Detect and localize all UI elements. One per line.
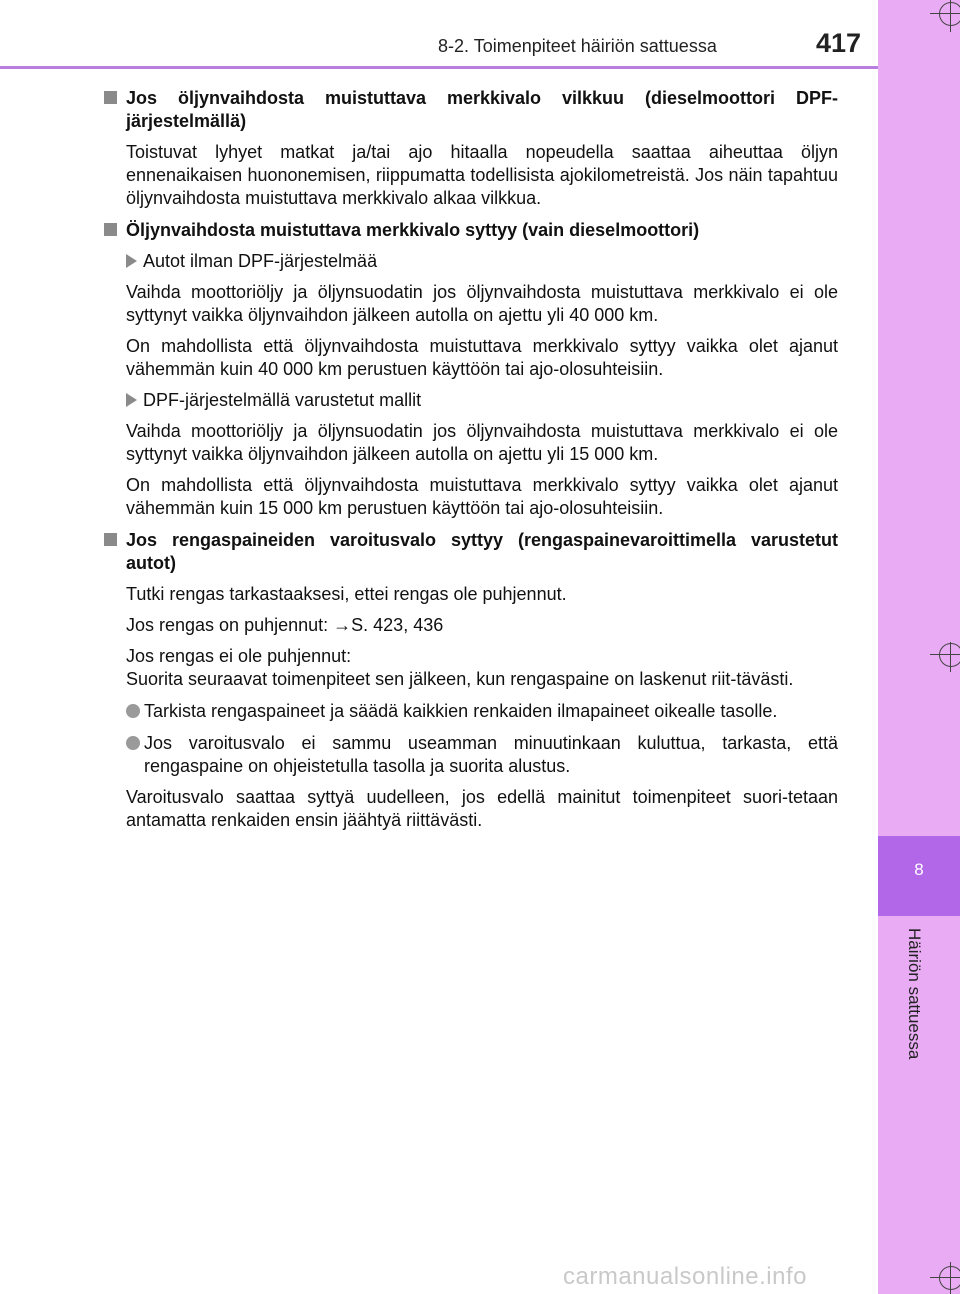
page-number: 417 [816, 28, 862, 58]
section-title: 8-2. Toimenpiteet häiriön sattuessa [438, 36, 717, 56]
heading-text: Öljynvaihdosta muistuttava merkkivalo syttyy (vain dieselmoottori) [126, 220, 700, 240]
subheading-no-dpf [104, 250, 838, 273]
list-item-text: Jos varoitusvalo ei sammu useamman minuutinkaan kuluttua, tarkasta, että rengaspaine on ohjeistetulla tasolla ja suorita alustus. [144, 733, 838, 776]
page-content [104, 80, 838, 832]
paragraph: Vaihda moottoriöljy ja öljynsuodatin jos öljynvaihdosta muistuttava merkkivalo ei ole syttynyt vaikka öljynvaihdon jälkeen autolla on ajettu yli 15 000 km. [126, 421, 838, 464]
paragraph: Tutki rengas tarkastaaksesi, ettei rengas ole puhjennut. [126, 584, 567, 604]
circle-bullet-icon [126, 736, 140, 750]
paragraph-line: Jos rengas ei ole puhjennut: [126, 646, 352, 666]
list-item-text: Tarkista rengaspaineet ja säädä kaikkien renkaiden ilmapaineet oikealle tasolle. [144, 701, 778, 721]
heading-text: Jos rengaspaineiden varoitusvalo syttyy (rengaspainevaroittimella varustetut autot) [126, 530, 838, 573]
square-bullet-icon [104, 223, 117, 236]
chapter-number: 8 [914, 860, 924, 879]
paragraph: On mahdollista että öljynvaihdosta muistuttava merkkivalo syttyy vaikka olet ajanut vähemmän kuin 15 000 km perustuen käyttöön tai ajo-olosuhteisiin. [126, 475, 838, 518]
triangle-bullet-icon [126, 393, 137, 407]
chapter-title-text: Häiriön sattuessa [905, 928, 924, 1060]
heading-tire-pressure [104, 529, 838, 575]
chapter-title-vertical [904, 928, 930, 1084]
subheading-text: DPF-järjestelmällä varustetut mallit [143, 390, 422, 410]
list-item [104, 732, 838, 778]
paragraph: On mahdollista että öljynvaihdosta muistuttava merkkivalo syttyy vaikka olet ajanut vähemmän kuin 40 000 km perustuen käyttöön tai ajo-olosuhteisiin. [126, 336, 838, 379]
paragraph-page-reference: Jos rengas on puhjennut: →S. 423, 436 [126, 615, 444, 635]
circle-bullet-icon [126, 704, 140, 718]
paragraph: Varoitusvalo saattaa syttyä uudelleen, jos edellä mainitut toimenpiteet suori-tetaan antamatta renkaiden ensin jäähtyä riittävästi. [126, 787, 838, 830]
square-bullet-icon [104, 91, 117, 104]
square-bullet-icon [104, 533, 117, 546]
chapter-number-box [878, 836, 960, 916]
heading-oil-light [104, 219, 838, 242]
paragraph: Vaihda moottoriöljy ja öljynsuodatin jos öljynvaihdosta muistuttava merkkivalo ei ole syttynyt vaikka öljynvaihdon jälkeen autolla on ajettu yli 40 000 km. [126, 282, 838, 325]
paragraph: Toistuvat lyhyet matkat ja/tai ajo hitaalla nopeudella saattaa aiheuttaa öljyn ennenaikaisen huononemisen, riippumatta todellisista ajokilometreistä. Jos näin tapahtuu öljynvaihdosta muistuttava merkkivalo alkaa vilkkua. [126, 142, 838, 208]
heading-text: Jos öljynvaihdosta muistuttava merkkivalo vilkkuu (dieselmoottori DPF-järjestelmällä) [126, 88, 838, 131]
paragraph-line: Suorita seuraavat toimenpiteet sen jälkeen, kun rengaspaine on laskenut riit-tävästi. [126, 669, 794, 689]
list-item [104, 700, 838, 723]
heading-oil-blink [104, 87, 838, 133]
triangle-bullet-icon [126, 254, 137, 268]
header-rule [0, 66, 878, 69]
paragraph [104, 645, 838, 691]
watermark: carmanualsonline.info [563, 1263, 807, 1290]
subheading-text: Autot ilman DPF-järjestelmää [143, 251, 378, 271]
subheading-dpf [104, 389, 838, 412]
